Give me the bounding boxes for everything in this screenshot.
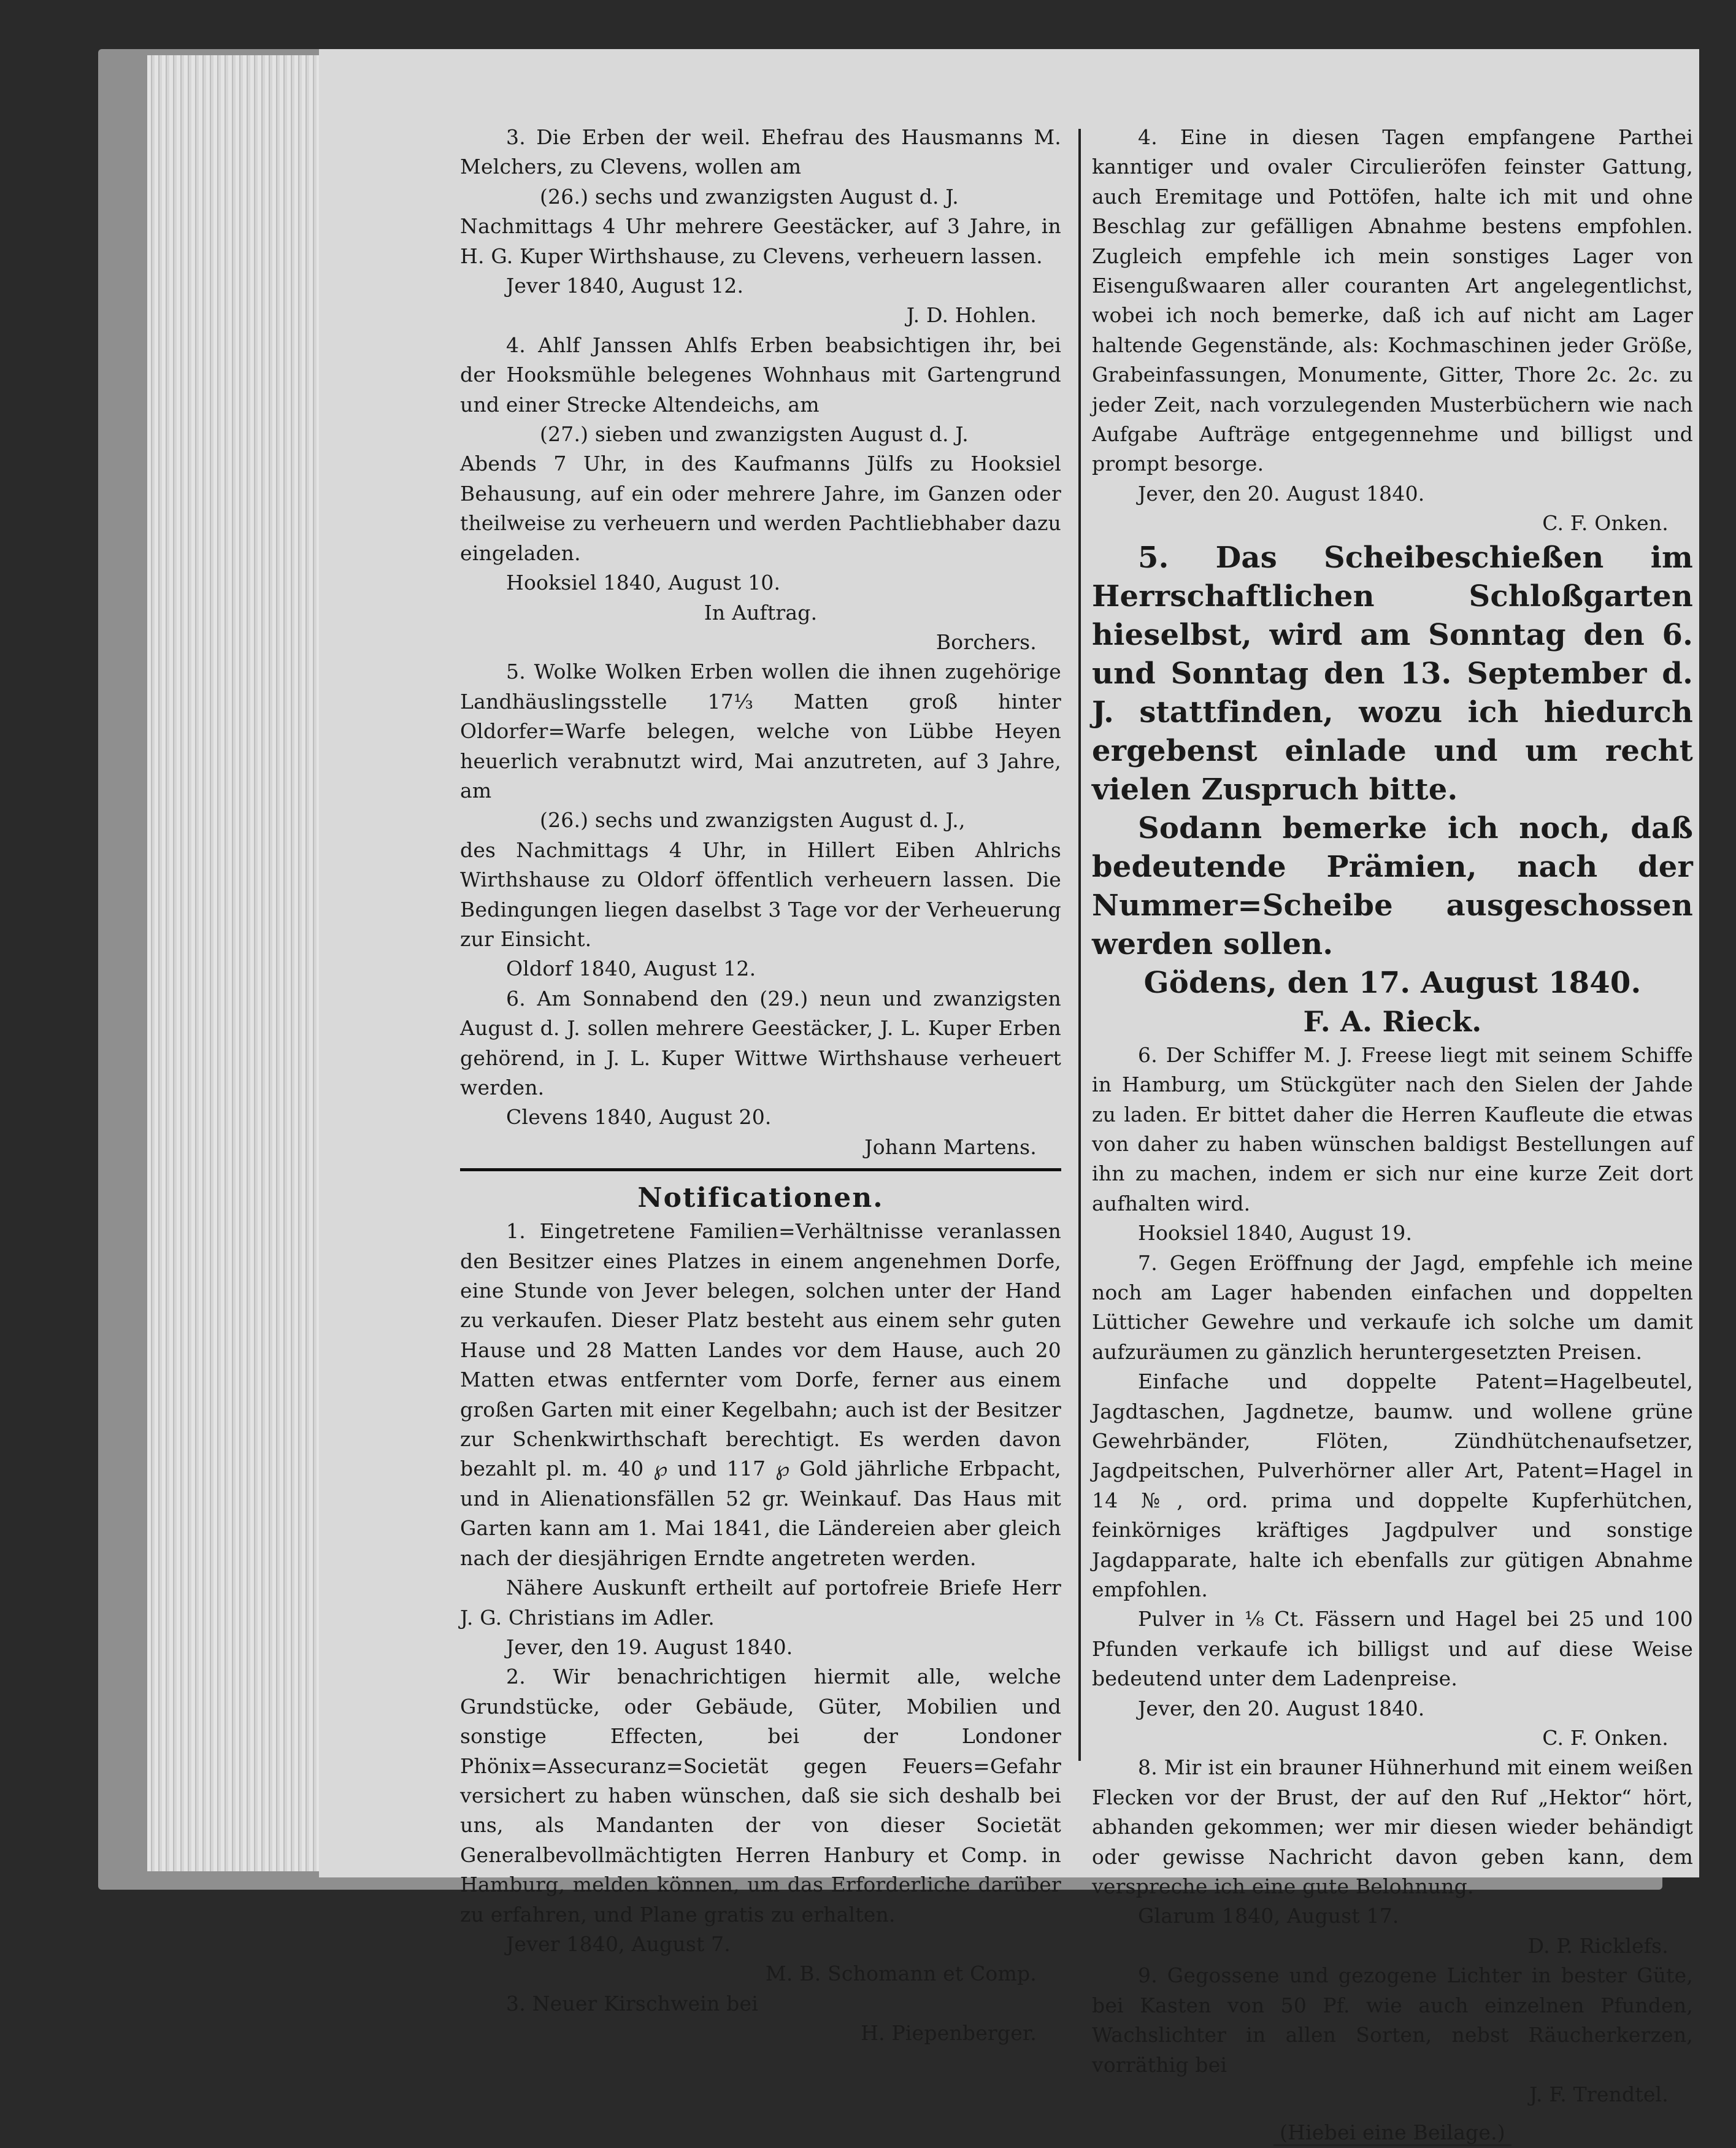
notif5-signature: F. A. Rieck.: [1303, 1004, 1482, 1038]
notif4-place-date: Jever, den 20. August 1840.: [1138, 481, 1425, 506]
column-divider: [1078, 129, 1081, 1761]
supplement-note-text: (Hiebei eine Beilage.): [1273, 2120, 1511, 2146]
notif4-signature: C. F. Onken.: [1542, 511, 1669, 536]
notif8-signature: D. P. Ricklefs.: [1527, 1933, 1669, 1958]
notif8-text: 8. Mir ist ein brauner Hühnerhund mit einem weißen Flecken vor der Brust, der auf den Ruf „Hektor“ hört, abhanden gekommen; wer mir diesen wieder behändigt oder gewisse Nachricht davon geben kann, dem verspreche ich eine gute Belohnung.: [1092, 1755, 1693, 1899]
notif2-signature: M. B. Schomann et Comp.: [765, 1961, 1037, 1986]
item5-line3: des Nachmittags 4 Uhr, in Hillert Eiben Ahlrichs Wirthshause zu Oldorf öffentlich verheuern lassen. Die Bedingungen liegen daselbst 3 Tage vor der Verheuerung zur Einsicht.: [460, 837, 1061, 951]
notif8-place-date: Glarum 1840, August 17.: [1138, 1904, 1399, 1928]
item4-commission: In Auftrag.: [704, 600, 818, 625]
item4-line1: 4. Ahlf Janssen Ahlfs Erben beabsichtigen ihr, bei der Hooksmühle belegenes Wohnhaus mit Gartengrund und einer Strecke Altendeichs, am: [460, 333, 1061, 417]
notif5-place-date: Gödens, den 17. August 1840.: [1143, 965, 1642, 1000]
notif2-text: 2. Wir benachrichtigen hiermit alle, welche Grundstücke, oder Gebäude, Güter, Mobilien und sonstige Effecten, bei der Londoner Phönix=Assecuranz=Societät gegen Feuers=Gefahr versichert zu haben wünschen, daß sie sich deshalb bei uns, als Mandanten der von dieser Societät Generalbevollmächtigten Herren Hanbury et Comp. in Hamburg, melden können, um das Erforderliche darüber zu erfahren, und Plane gratis zu erhalten.: [460, 1665, 1061, 1927]
item5-place-date: Oldorf 1840, August 12.: [506, 957, 756, 981]
right-column: [1092, 123, 1693, 2148]
notif9-signature: J. F. Trendtel.: [1529, 2082, 1669, 2106]
notif2-place-date: Jever 1840, August 7.: [506, 1931, 731, 1956]
item5-line2: (26.) sechs und zwanzigsten August d. J.,: [540, 808, 966, 833]
item6-line1: 6. Am Sonnabend den (29.) neun und zwanzigsten August d. J. sollen mehrere Geestäcker, J. L. Kuper Erben gehörend, in J. L. Kuper Wittwe Wirthshause verheuert werden.: [460, 986, 1061, 1099]
notif5-text: 5. Das Scheibeschießen im Herrschaftlichen Schloßgarten hieselbst, wird am Sonntag den 6. und Sonntag den 13. September d. J. stattfinden, wozu ich hiedurch ergebenst einlade und um recht vielen Zuspruch bitte.: [1092, 540, 1693, 807]
section-heading: Notificationen.: [637, 1182, 884, 1214]
notif6-text: 6. Der Schiffer M. J. Freese liegt mit seinem Schiffe in Hamburg, um Stückgüter nach den Sielen der Jahde zu laden. Er bittet daher die Herren Kaufleute die etwas von daher zu haben wünschen baldigst Bestellungen auf ihn zu machen, indem er sich nur eine kurze Zeit dort aufhalten wird.: [1092, 1042, 1693, 1215]
notif9-text: 9. Gegossene und gezogene Lichter in bester Güte, bei Kasten von 50 Pf. wie auch einzelnen Pfunden, Wachslichter in allen Sorten, nebst Räucherkerzen, vorräthig bei: [1092, 1963, 1693, 2077]
item3-place-date: Jever 1840, August 12.: [506, 274, 744, 298]
notif7-text: 7. Gegen Eröffnung der Jagd, empfehle ich meine noch am Lager habenden einfachen und doppelten Lütticher Gewehre und verkaufe ich solche um damit aufzuräumen zu gänzlich heruntergesetzten Preisen.: [1092, 1250, 1693, 1364]
notif7-place-date: Jever, den 20. August 1840.: [1138, 1696, 1425, 1720]
item3-line3: Nachmittags 4 Uhr mehrere Geestäcker, auf 3 Jahre, in H. G. Kuper Wirthshause, zu Clevens, verheuern lassen.: [460, 214, 1061, 268]
section-divider: [460, 1168, 1061, 1171]
notif1-more-info: Nähere Auskunft ertheilt auf portofreie Briefe Herr J. G. Christians im Adler.: [460, 1576, 1061, 1630]
notif5-block: [1092, 539, 1693, 1041]
item3-line1: 3. Die Erben der weil. Ehefrau des Hausmanns M. Melchers, zu Clevens, wollen am: [460, 125, 1061, 179]
item6-signature: Johann Martens.: [864, 1134, 1037, 1159]
notif1-text: 1. Eingetretene Familien=Verhältnisse veranlassen den Besitzer eines Platzes in einem angenehmen Dorfe, eine Stunde von Jever belegen, solchen unter der Hand zu verkaufen. Dieser Platz besteht aus einem sehr guten Hause und 28 Matten Landes vor dem Hause, auch 20 Matten etwas entfernter vom Dorfe, ferner aus einem großen Garten mit einer Kegelbahn; auch ist der Besitzer zur Schenkwirthschaft berechtigt. Es werden davon bezahlt pl. m. 40 ℘ und 117 ℘ Gold jährliche Erbpacht, und in Alienationsfällen 52 gr. Weinkauf. Das Haus mit Garten kann am 1. Mai 1841, die Ländereien aber gleich nach der diesjährigen Erndte angetreten werden.: [460, 1219, 1061, 1570]
notif5-text2: Sodann bemerke ich noch, daß bedeutende Prämien, nach der Nummer=Scheibe ausgeschossen werden sollen.: [1092, 810, 1693, 961]
item4-signature: Borchers.: [935, 629, 1037, 654]
notif7-text2: Einfache und doppelte Patent=Hagelbeutel, Jagdtaschen, Jagdnetze, baumw. und wollene grüne Gewehrbänder, Flöten, Zündhütchenaufsetzer, Jagdpeitschen, Pulverhörner aller Art, Patent=Hagel in 14 №, ord. prima und doppelte Kupferhütchen, feinkörniges kräftiges Jagdpulver und sonstige Jagdapparate, halte ich ebenfalls zur gütigen Abnahme empfohlen.: [1092, 1369, 1693, 1601]
notif3-signature: H. Piepenberger.: [861, 2021, 1037, 2046]
notif3-text: 3. Neuer Kirschwein bei: [506, 1991, 758, 2015]
item4-place-date: Hooksiel 1840, August 10.: [506, 571, 781, 595]
item4-line2: (27.) sieben und zwanzigsten August d. J.: [540, 422, 969, 447]
item5-line1: 5. Wolke Wolken Erben wollen die ihnen zugehörige Landhäuslingsstelle 17⅓ Matten groß hinter Oldorfer=Warfe belegen, welche von Lübbe Heyen heuerlich verabnutzt wird, Mai anzutreten, auf 3 Jahre, am: [460, 660, 1061, 803]
notif7-signature: C. F. Onken.: [1542, 1726, 1669, 1750]
supplement-note: [1092, 2118, 1693, 2147]
notif6-place-date: Hooksiel 1840, August 19.: [1138, 1221, 1413, 1245]
notif4-text: 4. Eine in diesen Tagen empfangene Parthei kanntiger und ovaler Circulieröfen feinster Gattung, auch Eremitage und Pottöfen, halte ich mit und ohne Beschlag zur gefälligen Abnahme bestens empfohlen. Zugleich empfehle ich mein sonstiges Lager von Eisengußwaaren aller couranten Art angelegentlichst, wobei ich noch bemerke, daß ich auf nicht am Lager haltende Gegenstände, als: Kochmaschinen jeder Größe, Grabeinfassungen, Monumente, Gitter, Thore 2c. 2c. zu jeder Zeit, nach vorzulegenden Musterbüchern wie nach Aufgabe Aufträge entgegennehme und billigst und prompt besorge.: [1092, 125, 1693, 476]
left-column: [460, 123, 1061, 2049]
newspaper-page: [319, 49, 1699, 2145]
notif1-place-date: Jever, den 19. August 1840.: [506, 1634, 793, 1659]
item4-line3: Abends 7 Uhr, in des Kaufmanns Jülfs zu Hooksiel Behausung, auf ein oder mehrere Jahre, im Ganzen oder theilweise zu verheuern und werden Pachtliebhaber dazu eingeladen.: [460, 452, 1061, 565]
item3-line2: (26.) sechs und zwanzigsten August d. J.: [540, 184, 959, 209]
page-edges: [147, 55, 325, 1871]
notif7-text3: Pulver in ⅛ Ct. Fässern und Hagel bei 25 und 100 Pfunden verkaufe ich billigst und auf diese Weise bedeutend unter dem Ladenpreise.: [1092, 1607, 1693, 1691]
item3-signature: J. D. Hohlen.: [906, 303, 1037, 328]
item6-place-date: Clevens 1840, August 20.: [506, 1105, 772, 1130]
